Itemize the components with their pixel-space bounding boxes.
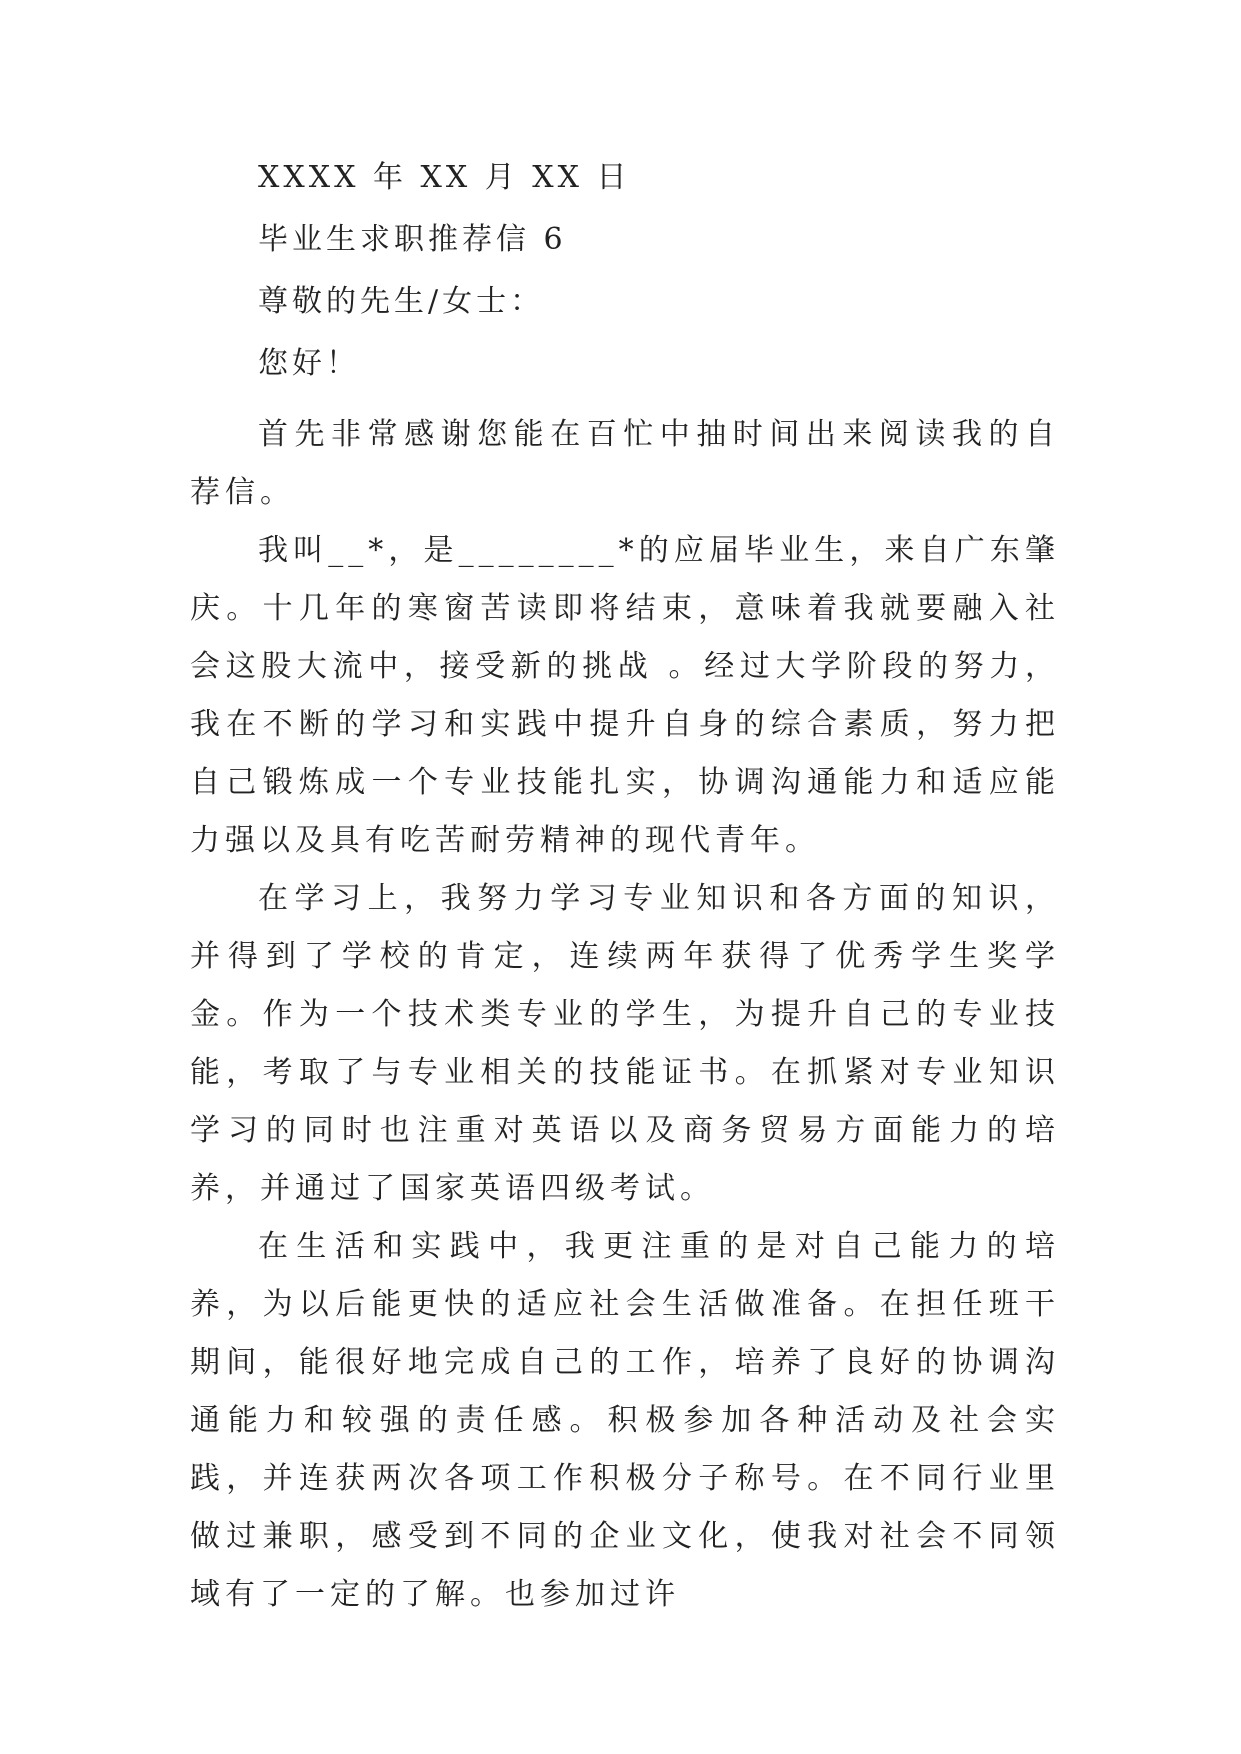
paragraph-study: 在学习上，我努力学习专业知识和各方面的知识，并得到了学校的肯定，连续两年获得了优秀学生奖学金。作为一个技术类专业的学生，为提升自己的专业技能，考取了与专业相关的技能证书。在抓紧对专业知识学习的同时也注重对英语以及商务贸易方面能力的培养，并通过了国家英语四级考试。 <box>190 881 1060 1206</box>
paragraph-background: 我叫__*，是________*的应届毕业生，来自广东肇庆。十几年的寒窗苦读即将结束，意味着我就要融入社会这股大流中，接受新的挑战 。经过大学阶段的努力，我在不断的学习和实践中提升自身的综合素质，努力把自己锻炼成一个专业技能扎实，协调沟通能力和适应能力强以及具有吃苦耐劳精神的现代青年。 <box>190 533 1060 858</box>
letter-greeting: 您好！ <box>258 346 360 381</box>
letter-title: 毕业生求职推荐信 6 <box>258 222 567 257</box>
letter-body <box>190 158 1060 1624</box>
letter-date: XXXX 年 XX 月 XX 日 <box>258 160 631 195</box>
paragraph-practice: 在生活和实践中，我更注重的是对自己能力的培养，为以后能更快的适应社会生活做准备。在担任班干期间，能很好地完成自己的工作，培养了良好的协调沟通能力和较强的责任感。积极参加各种活动及社会实践，并连获两次各项工作积极分子称号。在不同行业里做过兼职，感受到不同的企业文化，使我对社会不同领域有了一定的了解。也参加过许 <box>190 1229 1060 1612</box>
paragraph-intro: 首先非常感谢您能在百忙中抽时间出来阅读我的自荐信。 <box>190 417 1060 510</box>
letter-salutation: 尊敬的先生/女士： <box>258 284 545 319</box>
